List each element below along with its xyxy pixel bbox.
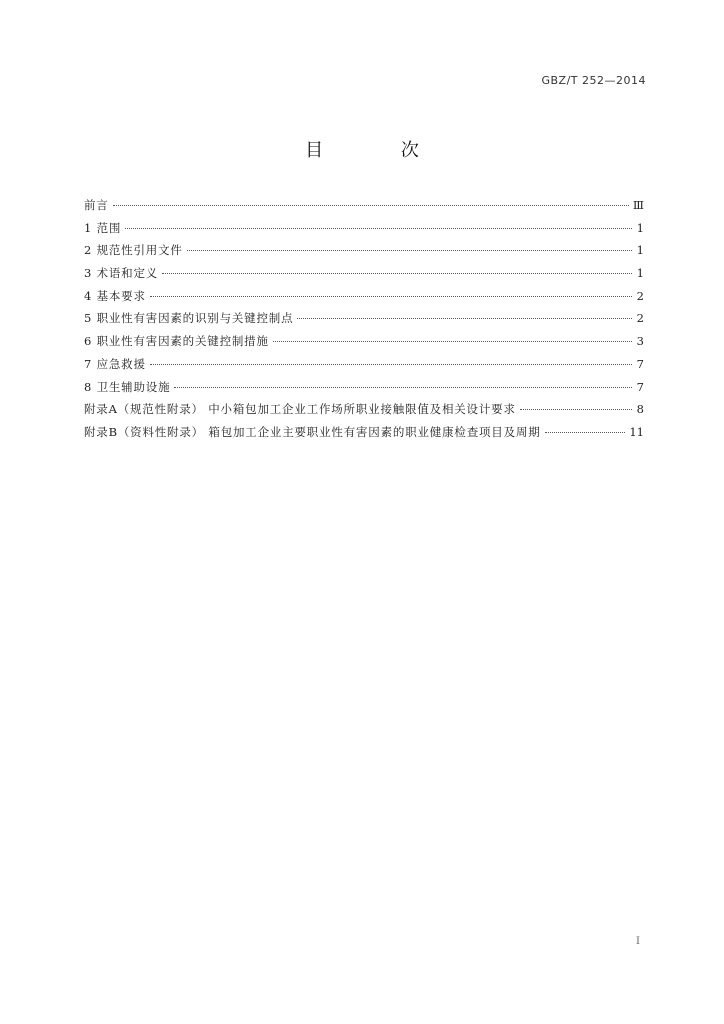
- toc-leader: [150, 296, 632, 297]
- toc-entry-appendix-a[interactable]: [84, 401, 644, 424]
- standard-code: GBZ/T 252—2014: [541, 74, 646, 87]
- toc-entry-page: 1: [636, 243, 644, 258]
- toc-entry-sanitary-facilities[interactable]: [84, 379, 644, 402]
- toc-entry-label: 附录A（规范性附录） 中小箱包加工企业工作场所职业接触限值及相关设计要求: [84, 402, 516, 417]
- toc-entry-control-measures[interactable]: [84, 333, 644, 356]
- toc-entry-label: 1 范围: [84, 220, 122, 235]
- toc-entry-label: 4 基本要求: [84, 288, 146, 303]
- table-of-contents: [84, 197, 644, 447]
- toc-leader: [187, 250, 632, 251]
- toc-entry-label: 5 职业性有害因素的识别与关键控制点: [84, 311, 294, 326]
- toc-entry-emergency-rescue[interactable]: [84, 356, 644, 379]
- toc-entry-page: 3: [636, 334, 644, 349]
- toc-entry-page: Ⅲ: [632, 198, 644, 212]
- toc-leader: [273, 341, 632, 342]
- toc-entry-page: 1: [636, 266, 644, 281]
- toc-entry-label: 2 规范性引用文件: [84, 243, 183, 258]
- toc-entry-label: 8 卫生辅助设施: [84, 379, 171, 394]
- toc-entry-label: 附录B（资料性附录） 箱包加工企业主要职业性有害因素的职业健康检查项目及周期: [84, 424, 541, 439]
- toc-title: 目 次: [305, 140, 455, 161]
- toc-entry-basic-requirements[interactable]: [84, 288, 644, 311]
- toc-entry-terms-definitions[interactable]: [84, 265, 644, 288]
- toc-leader: [162, 273, 632, 274]
- toc-entry-page: 2: [636, 311, 644, 326]
- toc-entry-hazard-identification[interactable]: [84, 310, 644, 333]
- toc-leader: [113, 205, 629, 206]
- toc-entry-foreword[interactable]: [84, 197, 644, 220]
- toc-entry-label: 6 职业性有害因素的关键控制措施: [84, 334, 269, 349]
- toc-entry-page: 11: [629, 424, 644, 439]
- toc-entry-page: 2: [636, 288, 644, 303]
- toc-entry-page: 1: [636, 220, 644, 235]
- page-number: I: [636, 936, 640, 947]
- toc-entry-label: 7 应急救援: [84, 356, 146, 371]
- toc-entry-label: 前言: [84, 198, 109, 212]
- toc-leader: [545, 432, 626, 433]
- toc-leader: [297, 318, 632, 319]
- toc-leader: [150, 364, 632, 365]
- toc-leader: [174, 387, 632, 388]
- toc-entry-appendix-b[interactable]: [84, 424, 644, 447]
- toc-entry-page: 7: [636, 356, 644, 371]
- toc-entry-scope[interactable]: [84, 220, 644, 243]
- toc-entry-normative-references[interactable]: [84, 242, 644, 265]
- toc-entry-label: 3 术语和定义: [84, 266, 159, 281]
- toc-leader: [520, 409, 632, 410]
- toc-entry-page: 7: [636, 379, 644, 394]
- toc-leader: [125, 228, 632, 229]
- toc-entry-page: 8: [636, 402, 644, 417]
